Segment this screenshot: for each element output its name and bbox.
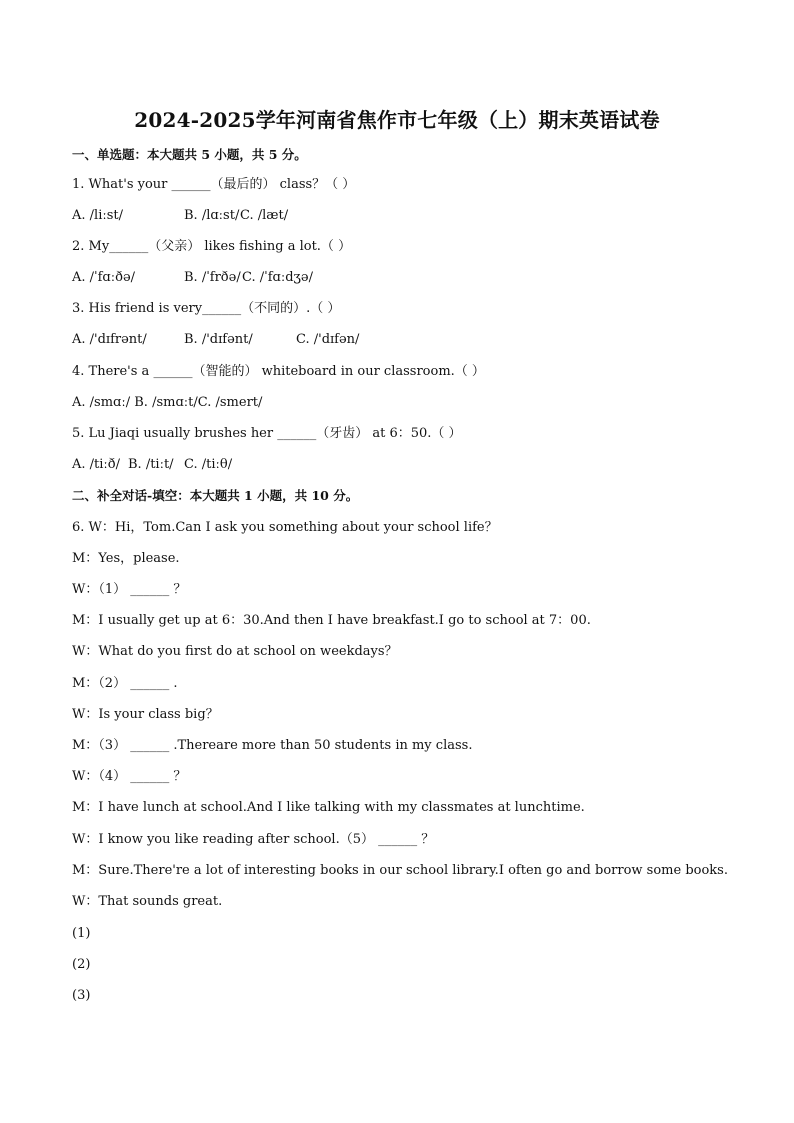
dialogue-line: W：（4） ______ ？ — [72, 769, 187, 784]
question-5-stem: 5. Lu Jiaqi usually brushes her ______（牙齿） at 6：50.（ ） — [72, 426, 462, 441]
dialogue-line: 6. W：Hi，Tom.Can I ask you something about your school life？ — [72, 520, 498, 535]
option-b: B. /lɑːst/ — [184, 208, 240, 223]
option-b: B. /ˈfrðə/ — [184, 270, 241, 285]
option-c: C. /tiːθ/ — [184, 457, 233, 472]
dialogue-line: W：I know you like reading after school.（5） ______ ？ — [72, 832, 435, 847]
option-b: B. /tiːt/ — [128, 457, 174, 472]
section-heading-dialogue: 二、补全对话-填空：本大题共 1 小题，共 10 分。 — [72, 488, 359, 503]
question-2-stem: 2. My______（父亲） likes fishing a lot.（ ） — [72, 239, 352, 254]
dialogue-line: M：Yes，please. — [72, 551, 180, 566]
page-title: 2024-2025学年河南省焦作市七年级（上）期末英语试卷 — [134, 108, 660, 132]
dialogue-line: W：That sounds great. — [72, 894, 223, 909]
option-a: A. /ˈfɑːðə/ — [72, 270, 136, 285]
question-3-options — [72, 331, 359, 349]
question-4-options: A. /smɑː/ B. /smɑːt/C. /smert/ — [72, 395, 263, 410]
answer-label-1: (1) — [72, 926, 91, 941]
question-2-options — [72, 269, 313, 287]
dialogue-line: M：I usually get up at 6：30.And then I have breakfast.I go to school at 7：00. — [72, 613, 591, 628]
option-c: C. /ˈfɑːdʒə/ — [242, 270, 313, 285]
answer-label-2: (2) — [72, 957, 91, 972]
question-3-stem: 3. His friend is very______（不同的）.（ ） — [72, 301, 341, 316]
dialogue-line: M：Sure.There're a lot of interesting books in our school library.I often go and borrow some books. — [72, 863, 728, 878]
dialogue-line: M：（2） ______ . — [72, 676, 178, 691]
option-c: C. /'dɪfən/ — [296, 332, 360, 347]
dialogue-line: W：What do you first do at school on weekdays？ — [72, 644, 398, 659]
option-a: A. /liːst/ — [72, 208, 124, 223]
question-5-options — [72, 456, 232, 474]
dialogue-line: M：（3） ______ .Thereare more than 50 students in my class. — [72, 738, 473, 753]
dialogue-line: M：I have lunch at school.And I like talking with my classmates at lunchtime. — [72, 800, 585, 815]
option-a: A. /tiːð/ — [72, 457, 121, 472]
dialogue-line: W：（1） ______ ？ — [72, 582, 187, 597]
question-1-stem: 1. What's your ______（最后的） class？（ ） — [72, 177, 356, 192]
question-1-options — [72, 207, 288, 225]
section-heading-single-choice: 一、单选题：本大题共 5 小题，共 5 分。 — [72, 147, 307, 162]
option-c: C. /læt/ — [240, 208, 289, 223]
option-a: A. /'dɪfrənt/ — [72, 332, 147, 347]
option-b: B. /'dɪfənt/ — [184, 332, 253, 347]
answer-label-3: (3) — [72, 988, 91, 1003]
question-4-stem: 4. There's a ______（智能的） whiteboard in our classroom.（ ） — [72, 364, 485, 379]
dialogue-line: W：Is your class big？ — [72, 707, 219, 722]
